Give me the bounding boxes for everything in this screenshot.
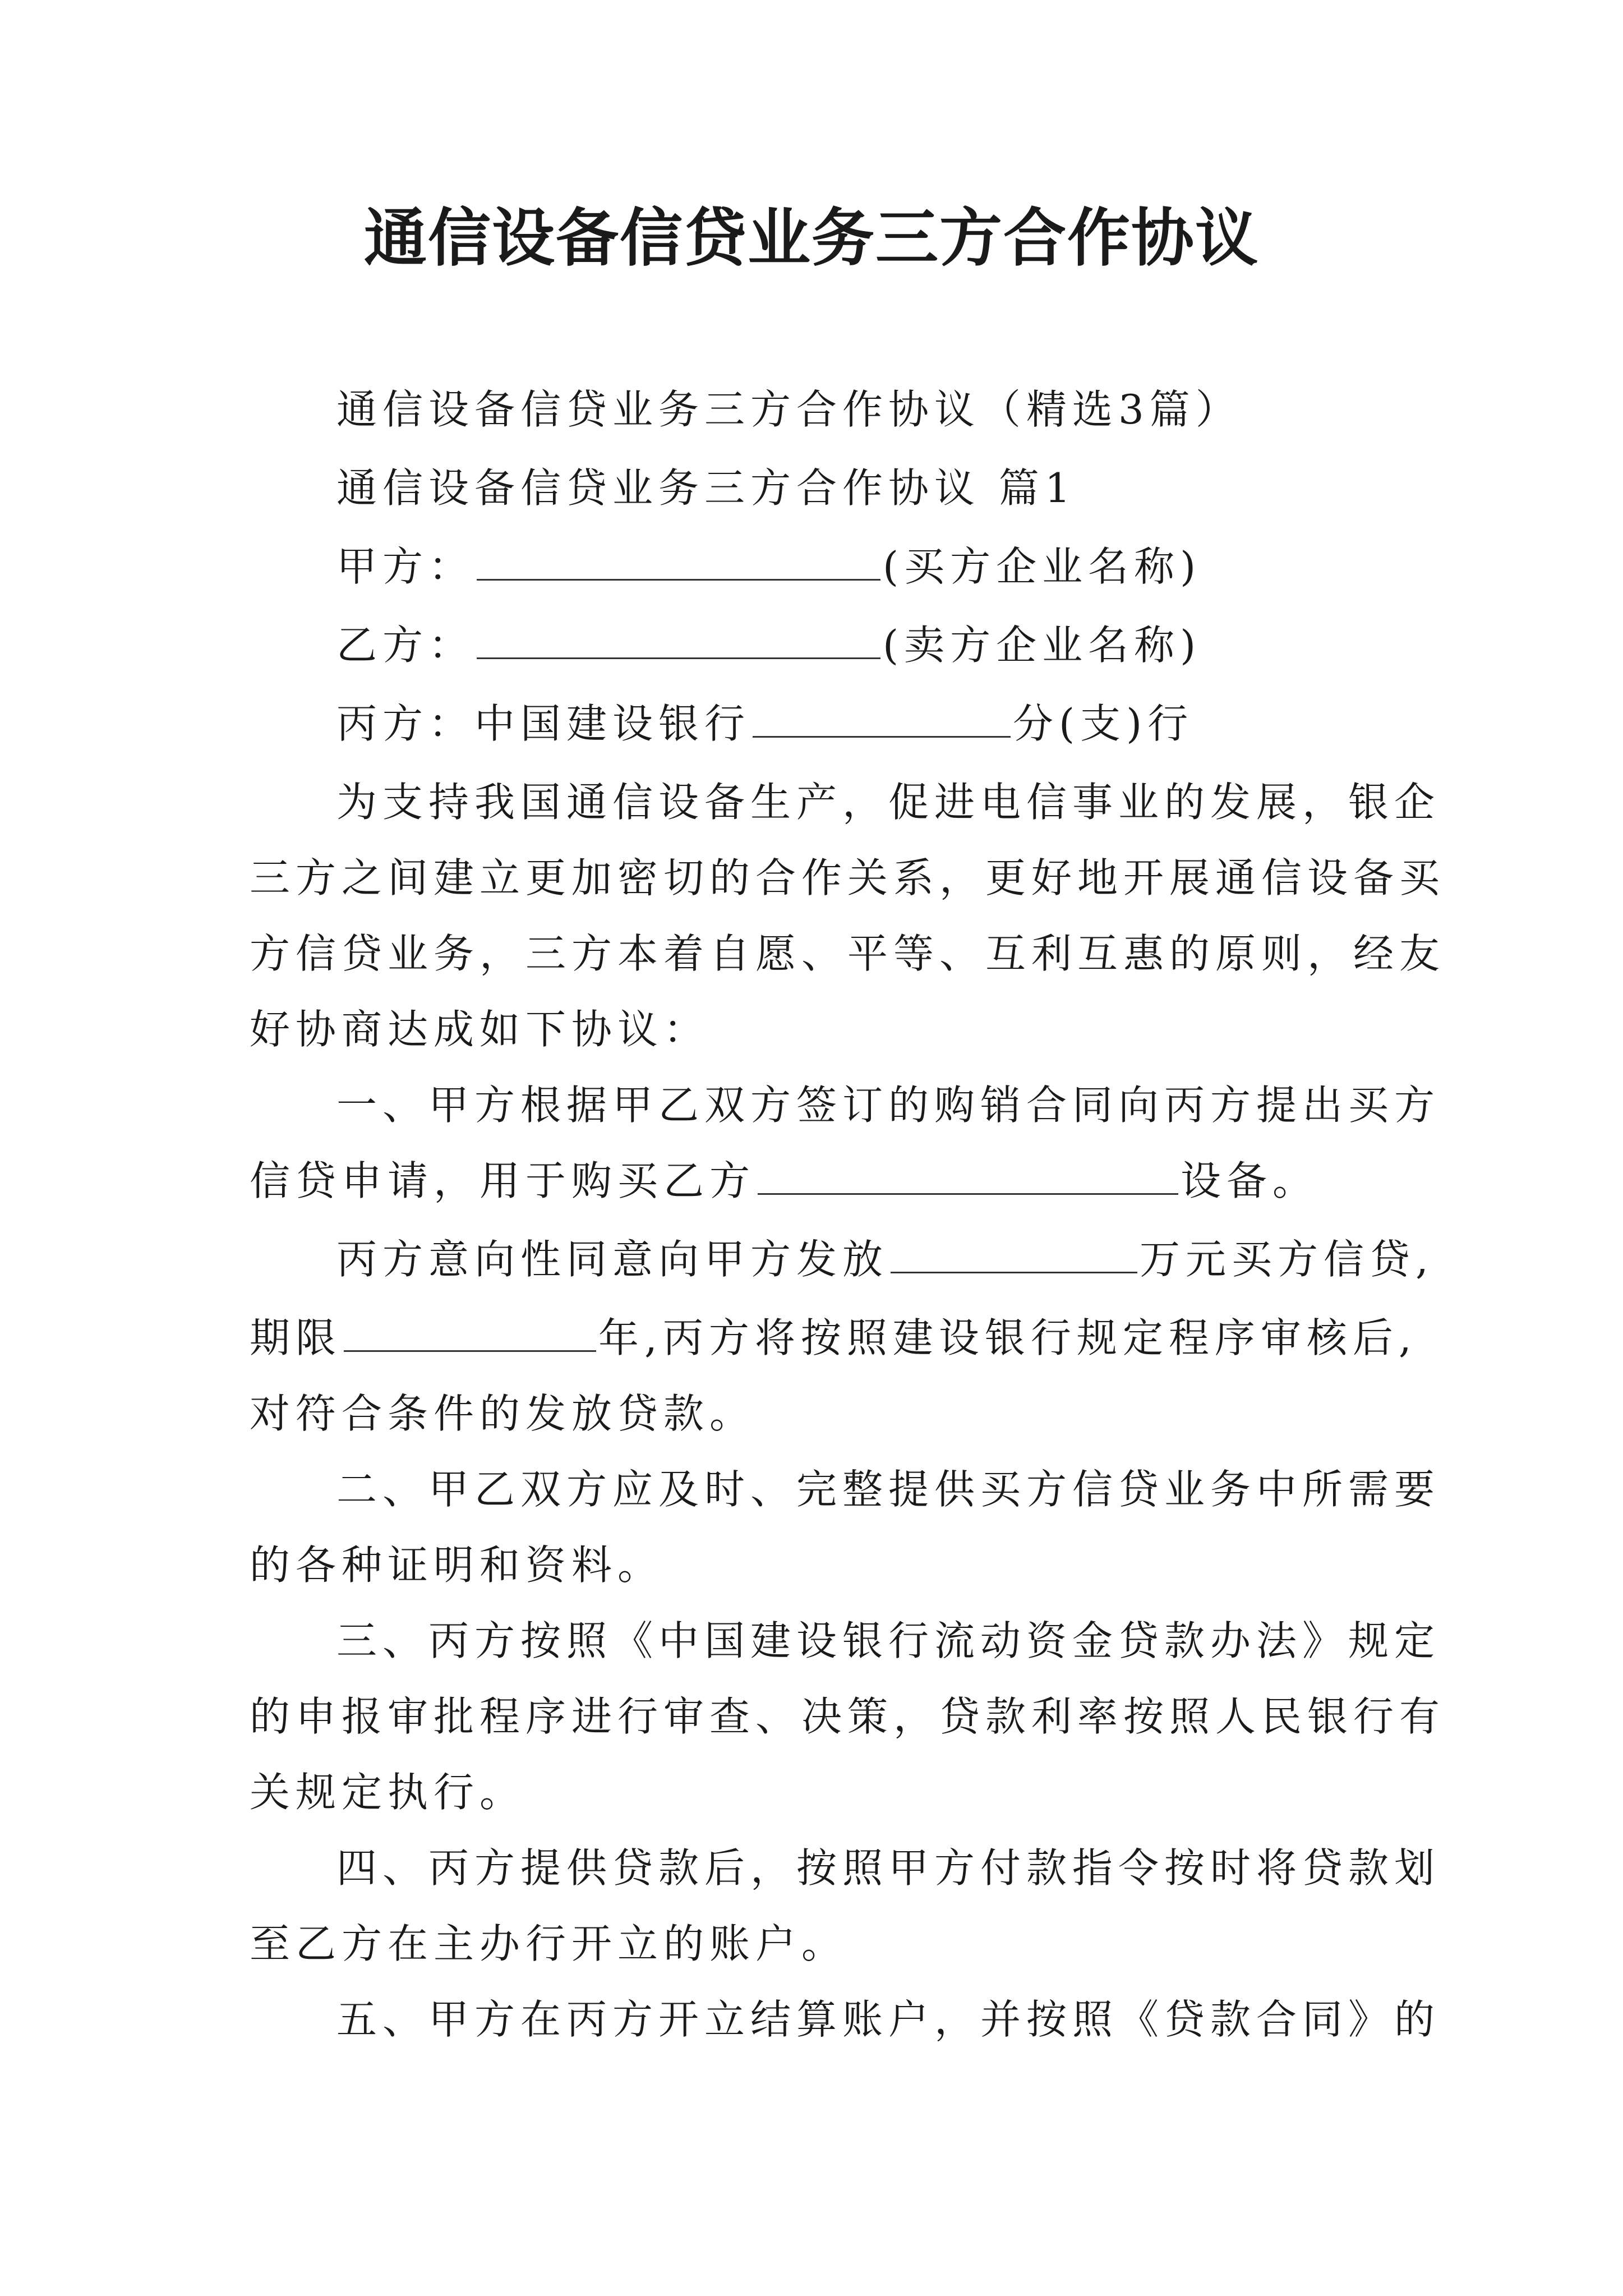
document-title: 通信设备信贷业务三方合作协议 <box>364 201 1259 275</box>
clause1b-line-1-pre: 丙方意向性同意向甲方发放 <box>336 1236 889 1283</box>
party-b-note: (卖方企业名称) <box>883 622 1202 669</box>
party-c-label: 丙方：中国建设银行 <box>336 700 751 747</box>
party-a-line <box>336 539 1201 595</box>
clause5-line-1: 五、甲方在丙方开立结算账户，并按照《贷款合同》的 <box>336 1996 1441 2043</box>
clause3-line-3: 关规定执行。 <box>250 1769 526 1816</box>
clause1b-line-2-post: 年,丙方将按照建设银行规定程序审核后, <box>598 1314 1417 1361</box>
intro-line-1: 为支持我国通信设备生产，促进电信事业的发展，银企 <box>336 779 1441 826</box>
equipment-blank <box>758 1154 1178 1195</box>
clause3-line-1: 三、丙方按照《中国建设银行流动资金贷款办法》规定 <box>336 1617 1441 1664</box>
clause4-line-2: 至乙方在主办行开立的账户。 <box>250 1920 848 1967</box>
intro-line-2: 三方之间建立更加密切的合作关系，更好地开展通信设备买 <box>250 854 1446 901</box>
party-b-label: 乙方： <box>336 622 475 669</box>
party-a-note: (买方企业名称) <box>883 543 1202 590</box>
party-b-blank <box>477 618 880 659</box>
clause1-line-1: 一、甲方根据甲乙双方签订的购销合同向丙方提出买方 <box>336 1082 1441 1129</box>
clause1b-line-1-post: 万元买方信贷, <box>1140 1236 1434 1283</box>
term-blank <box>344 1311 596 1352</box>
clause1-line-2-pre: 信贷申请，用于购买乙方 <box>250 1157 756 1204</box>
party-c-suffix: 分(支)行 <box>1013 700 1194 747</box>
party-c-blank <box>753 697 1011 738</box>
clause2-line-1: 二、甲乙双方应及时、完整提供买方信贷业务中所需要 <box>336 1466 1441 1513</box>
clause1b-line-3: 对符合条件的发放贷款。 <box>250 1390 756 1437</box>
clause1b-line-2-pre: 期限 <box>250 1314 342 1361</box>
clause1-line-2 <box>250 1153 1318 1209</box>
clause3-line-2: 的申报审批程序进行审查、决策，贷款利率按照人民银行有 <box>250 1693 1446 1740</box>
intro-line-3: 方信贷业务，三方本着自愿、平等、互利互惠的原则，经友 <box>250 930 1446 977</box>
amount-blank <box>891 1232 1137 1273</box>
party-a-blank <box>477 540 880 581</box>
party-b-line <box>336 617 1201 673</box>
subtitle: 通信设备信贷业务三方合作协议（精选3篇） <box>336 386 1242 433</box>
intro-line-4: 好协商达成如下协议： <box>250 1006 710 1053</box>
clause2-line-2: 的各种证明和资料。 <box>250 1542 664 1589</box>
chapter-heading: 通信设备信贷业务三方合作协议 篇1 <box>336 464 1076 512</box>
party-a-label: 甲方： <box>336 543 475 590</box>
clause4-line-1: 四、丙方提供贷款后，按照甲方付款指令按时将贷款划 <box>336 1844 1441 1892</box>
clause1-line-2-post: 设备。 <box>1181 1157 1319 1204</box>
clause1b-line-2 <box>250 1310 1417 1366</box>
clause1b-line-1 <box>336 1231 1434 1287</box>
party-c-line <box>336 696 1193 752</box>
